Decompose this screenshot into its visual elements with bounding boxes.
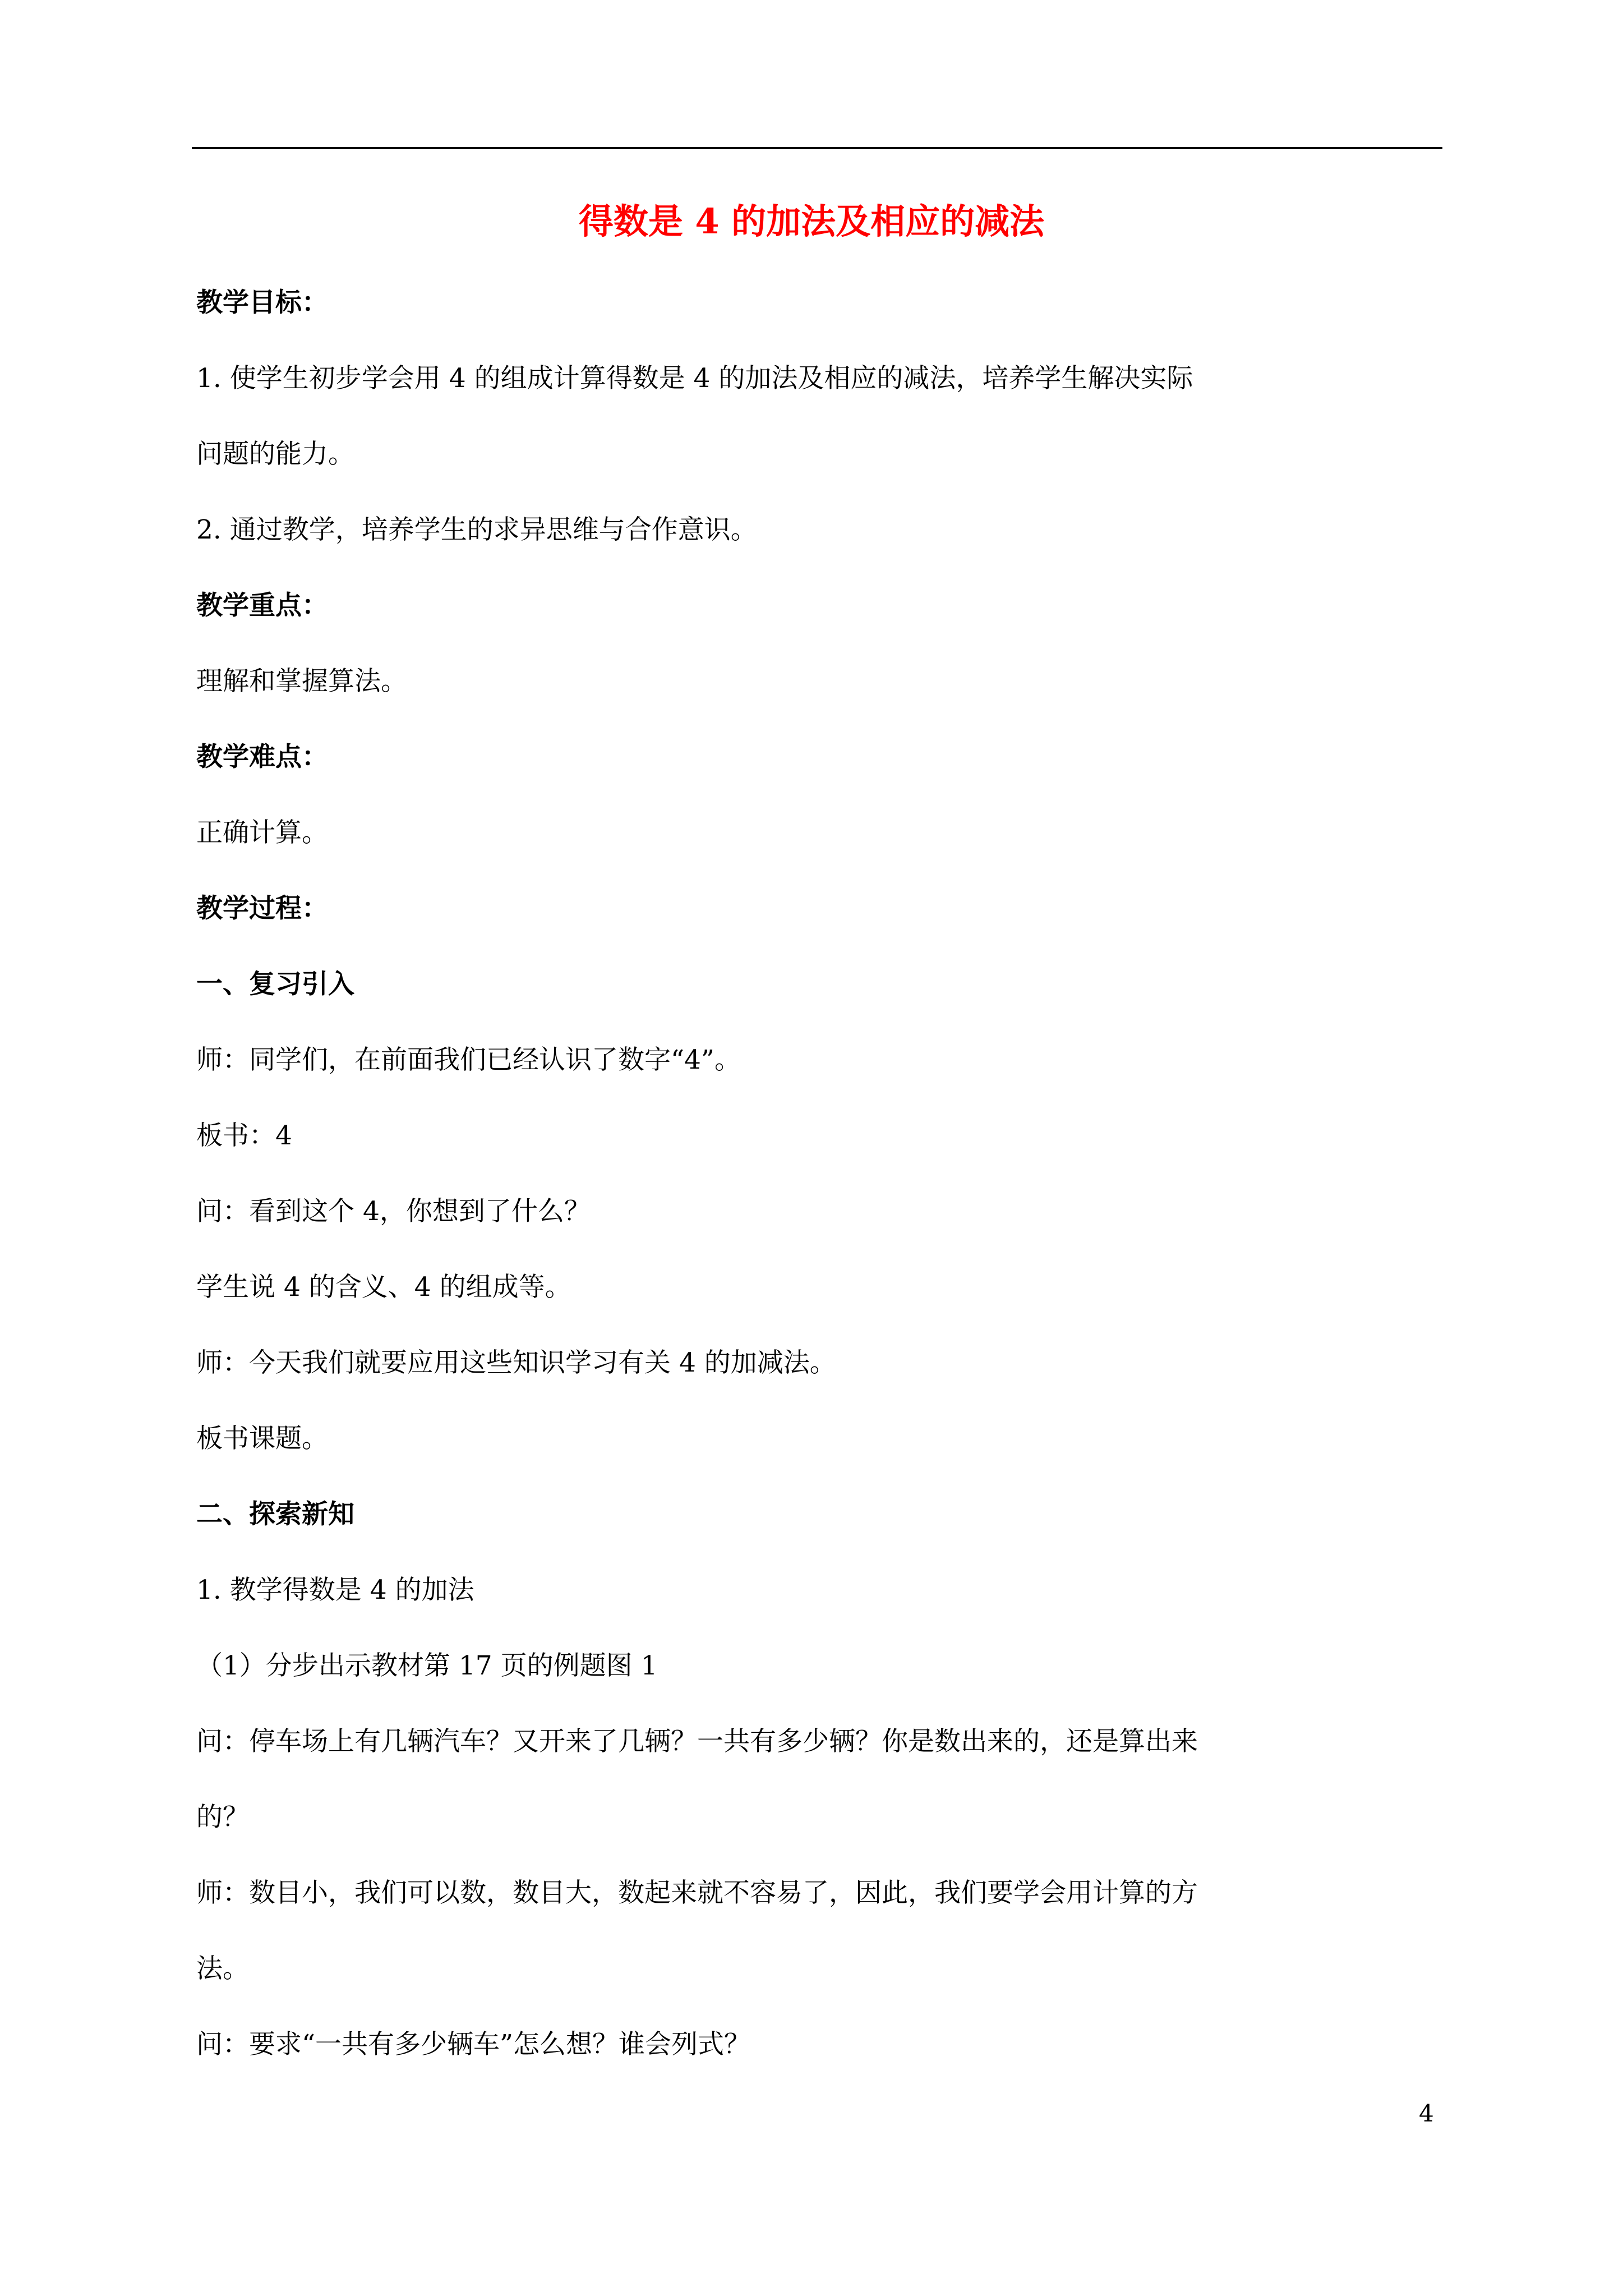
paragraph-line: （1）分步出示教材第 17 页的例题图 1 [196,1650,658,1681]
paragraph-line: 师：同学们，在前面我们已经认识了数字“4”。 [196,1045,741,1075]
paragraph-line: 问题的能力。 [196,439,354,470]
paragraph-line: 2. 通过教学，培养学生的求异思维与合作意识。 [196,514,757,545]
section-heading-key-points: 教学重点： [196,590,328,621]
document-title: 得数是 4 的加法及相应的减法 [578,201,1045,242]
paragraph-line: 问：停车场上有几辆汽车？又开来了几辆？一共有多少辆？你是数出来的，还是算出来 [196,1726,1198,1757]
paragraph-line: 板书：4 [196,1120,292,1151]
section-heading-explore: 二、探索新知 [196,1499,354,1530]
paragraph-line: 板书课题。 [196,1423,328,1454]
paragraph-line: 正确计算。 [196,817,328,848]
paragraph-line: 问：要求“一共有多少辆车”怎么想？谁会列式？ [196,2029,751,2060]
paragraph-line: 师：今天我们就要应用这些知识学习有关 4 的加减法。 [196,1347,836,1378]
paragraph-line: 理解和掌握算法。 [196,666,407,697]
section-heading-review: 一、复习引入 [196,969,354,1000]
section-heading-difficulties: 教学难点： [196,742,328,772]
section-heading-objectives: 教学目标： [196,287,328,318]
paragraph-line: 1. 教学得数是 4 的加法 [196,1575,474,1605]
paragraph-line: 学生说 4 的含义、4 的组成等。 [196,1272,571,1303]
paragraph-line: 的？ [196,1802,249,1833]
paragraph-line: 法。 [196,1953,249,1984]
header-rule [192,147,1442,149]
section-heading-process: 教学过程： [196,893,328,924]
paragraph-line: 1. 使学生初步学会用 4 的组成计算得数是 4 的加法及相应的减法，培养学生解决实际 [196,363,1193,394]
page-number: 4 [1419,2100,1434,2127]
paragraph-line: 师：数目小，我们可以数，数目大，数起来就不容易了，因此，我们要学会用计算的方 [196,1878,1198,1908]
paragraph-line: 问：看到这个 4，你想到了什么？ [196,1196,591,1227]
